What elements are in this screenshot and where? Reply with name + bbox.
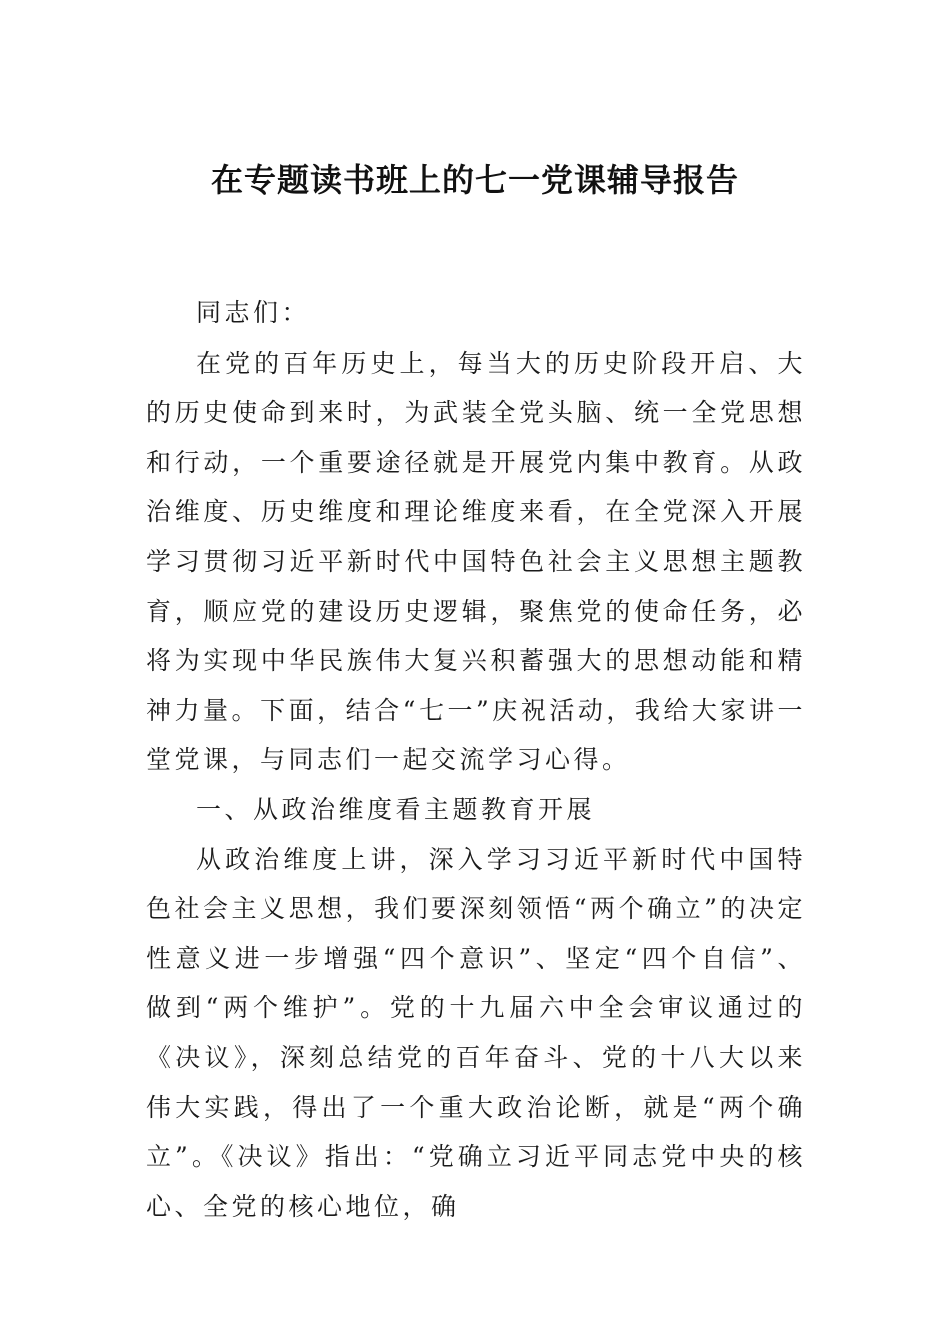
document-title: 在专题读书班上的七一党课辅导报告 [210, 161, 739, 199]
intro-paragraph: 在党的百年历史上，每当大的历史阶段开启、大的历史使命到来时，为武装全党头脑、统一全党思想和行动，一个重要途径就是开展党内集中教育。从政治维度、历史维度和理论维度来看，在全党深入开展学习贯彻习近平新时代中国特色社会主义思想主题教育，顺应党的建设历史逻辑，聚焦党的使命任务，必将为实现中华民族伟大复兴积蓄强大的思想动能和精神力量。下面，结合“七一”庆祝活动，我给大家讲一堂党课，与同志们一起交流学习心得。 [146, 348, 806, 775]
document-body [146, 288, 806, 1231]
section-paragraph: 从政治维度上讲，深入学习习近平新时代中国特色社会主义思想，我们要深刻领悟“两个确立”的决定性意义进一步增强“四个意识”、坚定“四个自信”、做到“两个维护”。党的十九届六中全会审议通过的《决议》，深刻总结党的百年奋斗、党的十八大以来伟大实践，得出了一个重大政治论断，就是“两个确立”。《决议》指出：“党确立习近平同志党中央的核心、全党的核心地位，确 [146, 844, 806, 1221]
section-heading: 一、从政治维度看主题教育开展 [196, 794, 596, 824]
salutation: 同志们： [196, 298, 311, 327]
